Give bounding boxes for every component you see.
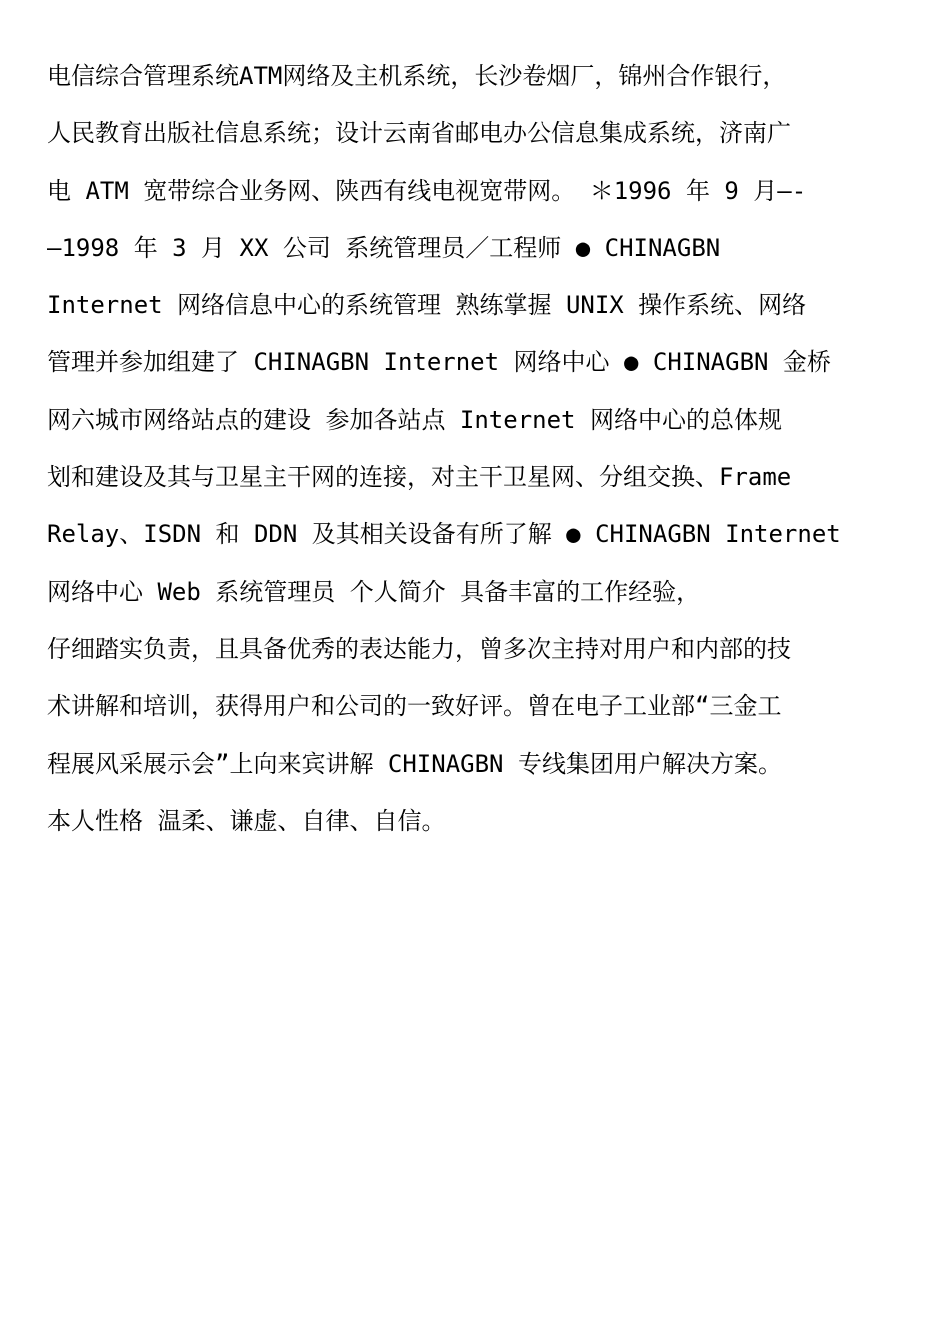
text-line-5: Internet 网络信息中心的系统管理 熟练掌握 UNIX 操作系统、网络 (47, 291, 807, 320)
text-line-1: 电信综合管理系统ATM网络及主机系统，长沙卷烟厂，锦州合作银行， (47, 62, 787, 90)
text-line-7: 网六城市网络站点的建设 参加各站点 Internet 网络中心的总体规 (47, 405, 782, 434)
text-line-12: 术讲解和培训，获得用户和公司的一致好评。曾在电子工业部“三金工 (47, 692, 782, 721)
text-line-14: 本人性格 温柔、谦虚、自律、自信。 (47, 806, 446, 835)
text-line-11: 仔细踏实负责，且具备优秀的表达能力，曾多次主持对用户和内部的技 (47, 634, 791, 663)
text-line-6: 管理并参加组建了 CHINAGBN Internet 网络中心 ● CHINAGBN 金桥 (47, 348, 831, 377)
text-line-4: —1998 年 3 月 XX 公司 系统管理员／工程师 ● CHINAGBN (47, 233, 721, 262)
document-body (47, 48, 907, 850)
text-line-2: 人民教育出版社信息系统；设计云南省邮电办公信息集成系统，济南广 (47, 119, 791, 148)
text-line-13: 程展风采展示会”上向来宾讲解 CHINAGBN 专线集团用户解决方案。 (47, 749, 782, 778)
text-line-8: 划和建设及其与卫星主干网的连接，对主干卫星网、分组交换、Frame (47, 463, 792, 492)
text-line-3: 电 ATM 宽带综合业务网、陕西有线电视宽带网。 ＊1996 年 9 月—- (47, 176, 807, 205)
text-line-10: 网络中心 Web 系统管理员 个人简介 具备丰富的工作经验， (47, 577, 701, 606)
text-line-9: Relay、ISDN 和 DDN 及其相关设备有所了解 ● CHINAGBN Internet (47, 520, 841, 549)
